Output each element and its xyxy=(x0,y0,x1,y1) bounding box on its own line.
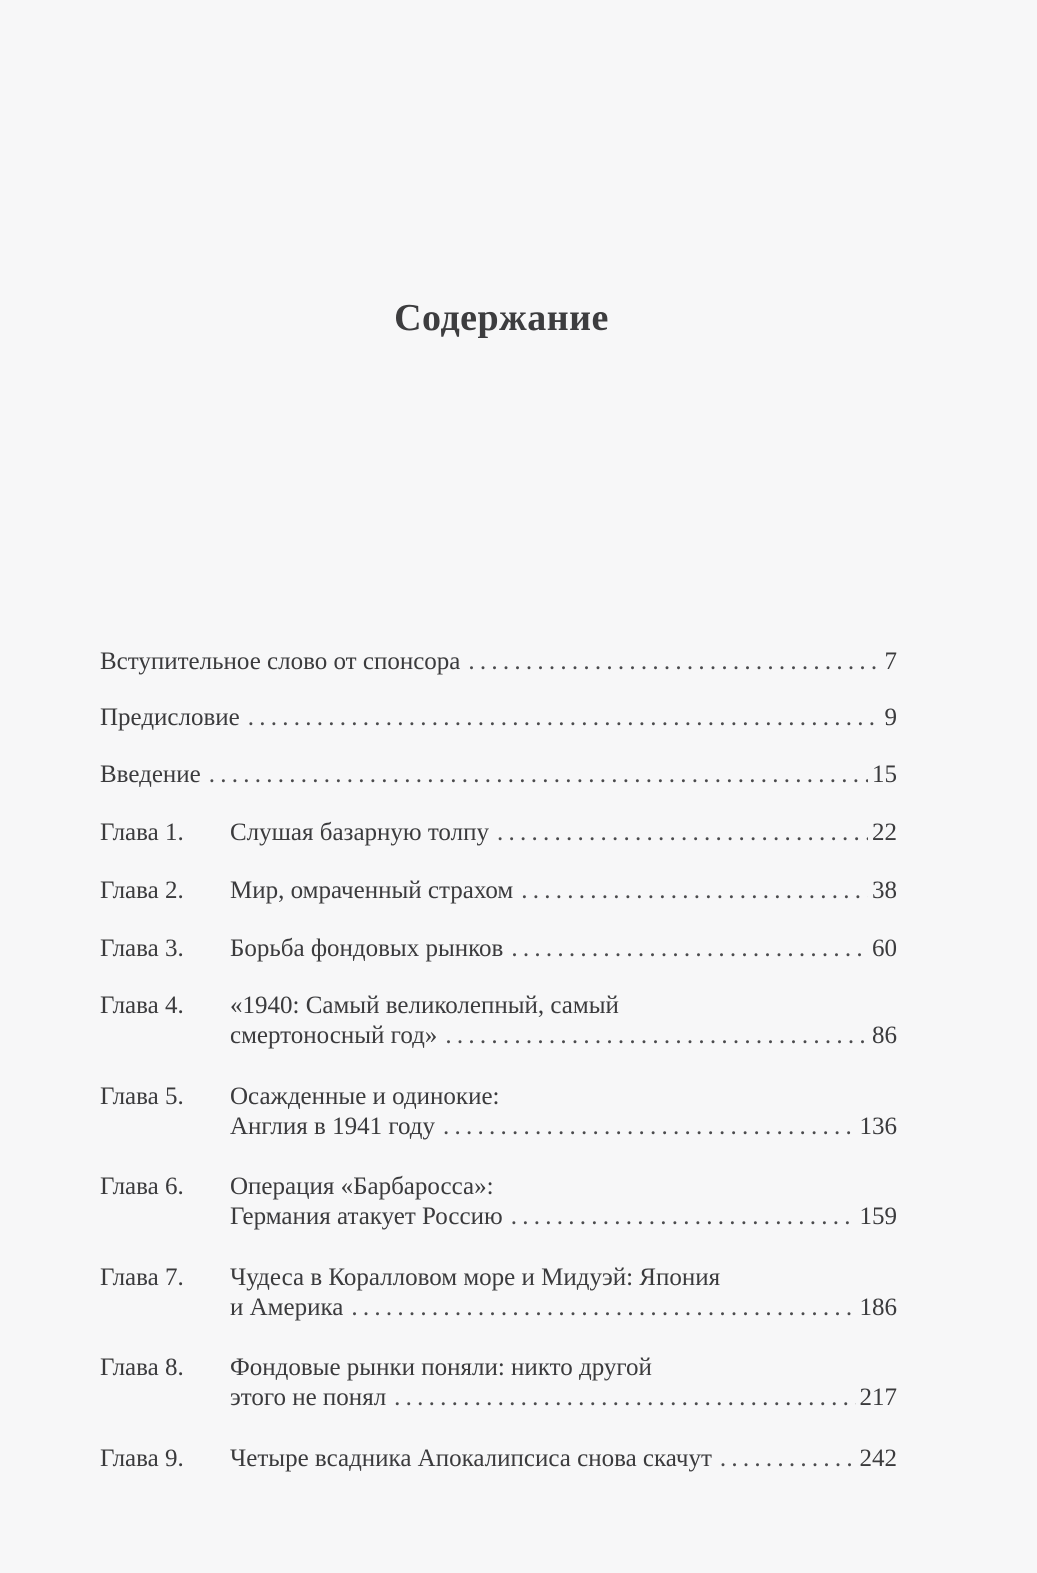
dot-leader xyxy=(468,647,880,677)
page-number: 242 xyxy=(859,1445,897,1472)
entry-title: Введение xyxy=(100,761,201,788)
entry-title: Германия атакует Россию xyxy=(230,1203,503,1230)
dot-leader xyxy=(521,876,868,906)
page-number: 159 xyxy=(859,1203,897,1230)
entry-title: Четыре всадника Апокалипсиса снова скачут xyxy=(230,1445,712,1472)
dot-leader xyxy=(443,1112,856,1142)
page-number: 217 xyxy=(859,1384,897,1411)
dot-leader xyxy=(209,760,868,790)
chapter-label: Глава 8. xyxy=(100,1354,184,1381)
toc-entry xyxy=(100,647,897,677)
dot-leader xyxy=(394,1383,855,1413)
chapter-label: Глава 9. xyxy=(100,1445,184,1472)
toc-entry xyxy=(100,991,897,1051)
dot-leader xyxy=(511,934,868,964)
chapter-label: Глава 2. xyxy=(100,877,184,904)
chapter-label: Глава 6. xyxy=(100,1173,184,1200)
entry-title-line: Чудеса в Коралловом море и Мидуэй: Япония xyxy=(230,1264,721,1291)
page-number: 38 xyxy=(872,877,897,904)
chapter-label: Глава 1. xyxy=(100,819,184,846)
page-title: Содержание xyxy=(394,297,609,339)
entry-title: и Америка xyxy=(230,1294,344,1321)
chapter-label: Глава 5. xyxy=(100,1083,184,1110)
dot-leader xyxy=(497,818,868,848)
toc-entry xyxy=(100,1263,897,1323)
toc-entry xyxy=(100,934,897,964)
page-number: 9 xyxy=(884,704,897,731)
page-number: 22 xyxy=(872,819,897,846)
chapter-label: Глава 7. xyxy=(100,1264,184,1291)
entry-title-line: Операция «Барбаросса»: xyxy=(230,1173,494,1200)
page-number: 7 xyxy=(884,648,897,675)
entry-title: Предисловие xyxy=(100,704,240,731)
entry-title: Англия в 1941 году xyxy=(230,1113,435,1140)
dot-leader xyxy=(445,1021,868,1051)
toc-entry xyxy=(100,1172,897,1232)
entry-title: Вступительное слово от спонсора xyxy=(100,648,461,675)
toc-entry xyxy=(100,760,897,790)
entry-title: этого не понял xyxy=(230,1384,387,1411)
entry-title: смертоносный год» xyxy=(230,1022,438,1049)
toc-entry xyxy=(100,1444,897,1474)
dot-leader xyxy=(511,1202,856,1232)
entry-title: Борьба фондовых рынков xyxy=(230,935,504,962)
entry-title: Слушая базарную толпу xyxy=(230,819,489,846)
page-number: 136 xyxy=(859,1113,897,1140)
page-number: 60 xyxy=(872,935,897,962)
chapter-label: Глава 3. xyxy=(100,935,184,962)
entry-title-line: «1940: Самый великолепный, самый xyxy=(230,992,619,1019)
toc-entry xyxy=(100,703,897,733)
entry-title-line: Осажденные и одинокие: xyxy=(230,1083,500,1110)
toc-entry xyxy=(100,818,897,848)
dot-leader xyxy=(248,703,881,733)
page-number: 186 xyxy=(859,1294,897,1321)
toc-entry xyxy=(100,876,897,906)
dot-leader xyxy=(351,1293,855,1323)
page-number: 15 xyxy=(872,761,897,788)
entry-title-line: Фондовые рынки поняли: никто другой xyxy=(230,1354,652,1381)
page-number: 86 xyxy=(872,1022,897,1049)
toc-entry xyxy=(100,1082,897,1142)
toc-entry xyxy=(100,1353,897,1413)
dot-leader xyxy=(720,1444,856,1474)
chapter-label: Глава 4. xyxy=(100,992,184,1019)
entry-title: Мир, омраченный страхом xyxy=(230,877,514,904)
